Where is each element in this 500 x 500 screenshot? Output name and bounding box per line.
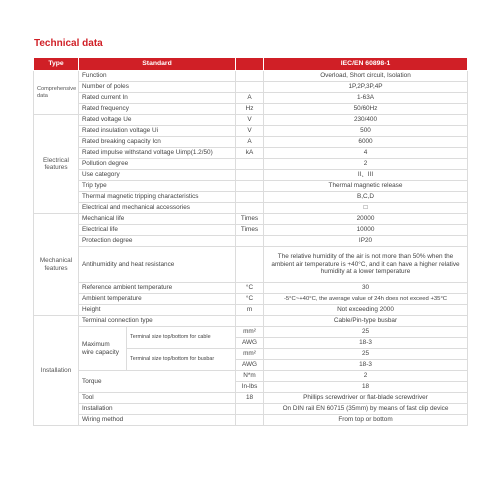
row-value: Overload, Short circuit, Isolation [264,71,468,82]
table-row [34,283,468,294]
table-row [34,316,468,327]
row-label: Use category [79,170,236,181]
row-label: Rated insulation voltage Ui [79,126,236,137]
row-value: Phillips screwdriver or flat-blade screwdriver [264,393,468,404]
table-row [34,93,468,104]
row-label: Ambient temperature [79,294,236,305]
table-row [34,137,468,148]
row-value: II、III [264,170,468,181]
row-unit [236,82,264,93]
table-row [34,214,468,225]
row-label: Antihumidity and heat resistance [79,247,236,283]
row-unit: °C [236,294,264,305]
table-row [34,393,468,404]
row-unit: mm² [236,327,264,338]
row-value: 1-63A [264,93,468,104]
row-label: Installation [79,404,236,415]
table-row [34,294,468,305]
row-label: Rated impulse withstand voltage Uimp(1.2/50) [79,148,236,159]
table-row [34,415,468,426]
torque-label: Torque [79,371,236,393]
busbar-terminal-label: Terminal size top/bottom for busbar [127,349,236,371]
row-unit: Times [236,225,264,236]
row-unit [236,404,264,415]
row-unit: V [236,115,264,126]
table-row [34,305,468,316]
row-value: 20000 [264,214,468,225]
table-row [34,115,468,126]
row-unit [236,236,264,247]
row-unit: Times [236,214,264,225]
table-row [34,247,468,283]
group-comprehensive: Comprehensive data [34,71,79,115]
row-value: 4 [264,148,468,159]
row-value: 230/400 [264,115,468,126]
group-electrical: Electrical features [34,115,79,214]
row-value: -5°C~+40°C, the average value of 24h does not exceed +35°C [264,294,468,305]
row-unit: AWG [236,360,264,371]
header-unit [236,58,264,71]
row-value: The relative humidity of the air is not more than 50% when the ambient air temperature is +40°C, and it can have a higher relative humidity at a lower temperature [264,247,468,283]
row-value: IP20 [264,236,468,247]
table-row [34,192,468,203]
row-value: 2 [264,159,468,170]
row-label: Tool [79,393,236,404]
row-unit: kA [236,148,264,159]
row-value: 50/60Hz [264,104,468,115]
cable-terminal-label: Terminal size top/bottom for cable [127,327,236,349]
row-label: Height [79,305,236,316]
row-unit: V [236,126,264,137]
row-label: Mechanical life [79,214,236,225]
row-unit: m [236,305,264,316]
row-unit [236,247,264,283]
table-row [34,225,468,236]
row-value: 30 [264,283,468,294]
table-header-row [34,58,468,71]
row-value: 25 [264,349,468,360]
group-installation: Installation [34,316,79,426]
table-row [34,71,468,82]
row-label: Reference ambient temperature [79,283,236,294]
header-standard: Standard [79,58,236,71]
row-unit: °C [236,283,264,294]
row-unit: 18 [236,393,264,404]
row-label: Rated current In [79,93,236,104]
row-value: On DIN rail EN 60715 (35mm) by means of fast clip device [264,404,468,415]
row-unit [236,316,264,327]
row-unit [236,203,264,214]
row-value: Not exceeding 2000 [264,305,468,316]
row-label: Number of poles [79,82,236,93]
row-label: Wiring method [79,415,236,426]
row-unit: A [236,93,264,104]
row-value: 500 [264,126,468,137]
table-row [34,148,468,159]
row-value: 18 [264,382,468,393]
page-title: Technical data [34,38,103,49]
row-label: Rated frequency [79,104,236,115]
row-unit [236,159,264,170]
row-unit: AWG [236,338,264,349]
group-mechanical: Mechanical features [34,214,79,316]
row-unit: N*m [236,371,264,382]
row-value: 6000 [264,137,468,148]
header-standard-value: IEC/EN 60898-1 [264,58,468,71]
row-label: Rated breaking capacity Icn [79,137,236,148]
row-label: Protection degree [79,236,236,247]
table-row [34,82,468,93]
row-unit [236,415,264,426]
header-type: Type [34,58,79,71]
row-label: Rated voltage Ue [79,115,236,126]
row-unit: In-lbs [236,382,264,393]
row-value: 10000 [264,225,468,236]
row-label: Trip type [79,181,236,192]
row-label: Electrical life [79,225,236,236]
row-label: Terminal connection type [79,316,236,327]
row-value: Cable/Pin-type busbar [264,316,468,327]
table-row [34,404,468,415]
table-row [34,203,468,214]
row-value: From top or bottom [264,415,468,426]
row-unit [236,181,264,192]
technical-data-table [33,57,468,426]
row-unit [236,71,264,82]
max-wire-label: Maximum wire capacity [79,327,127,371]
row-unit [236,192,264,203]
row-value: B,C,D [264,192,468,203]
row-value: Thermal magnetic release [264,181,468,192]
table-row [34,371,468,382]
row-unit: Hz [236,104,264,115]
row-value: 18-3 [264,338,468,349]
row-value: 1P,2P,3P,4P [264,82,468,93]
table-row [34,159,468,170]
table-row [34,104,468,115]
row-unit [236,170,264,181]
row-unit: mm² [236,349,264,360]
row-label: Pollution degree [79,159,236,170]
table-row [34,181,468,192]
row-value: 25 [264,327,468,338]
table-row [34,126,468,137]
row-label: Thermal magnetic tripping characteristics [79,192,236,203]
row-label: Function [79,71,236,82]
table-row [34,170,468,181]
table-row [34,327,468,338]
row-value: □ [264,203,468,214]
row-label: Electrical and mechanical accessories [79,203,236,214]
row-unit: A [236,137,264,148]
row-value: 18-3 [264,360,468,371]
row-value: 2 [264,371,468,382]
table-row [34,236,468,247]
